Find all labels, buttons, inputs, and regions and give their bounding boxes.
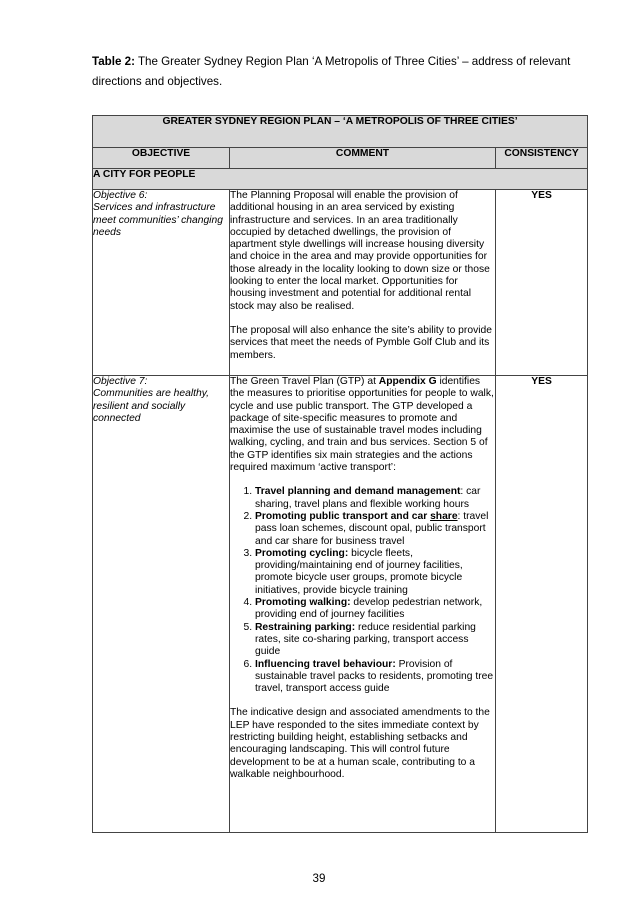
- comment-cell: [230, 190, 496, 376]
- strategy-title: Travel planning and demand management: [255, 486, 461, 498]
- strategy-detail: : car sharing, travel plans and flexible working hours: [255, 486, 481, 510]
- objective-text: Objective 6: Services and infrastructure meet communities’ changing needs: [93, 190, 223, 238]
- caption-label: Table 2:: [92, 55, 135, 68]
- strategy-title: Influencing travel behaviour:: [255, 658, 396, 670]
- objective-text: Objective 7: Communities are healthy, resilient and socially connected: [93, 376, 209, 424]
- list-item: [255, 597, 495, 622]
- table-caption: [92, 52, 592, 92]
- strategy-title: Promoting public transport and car: [255, 510, 431, 522]
- strategy-title: Promoting walking:: [255, 597, 351, 609]
- page-number: 39: [312, 872, 326, 885]
- intro-text: The Green Travel Plan (GTP) at: [230, 376, 379, 387]
- objective-cell: [93, 190, 230, 376]
- header-consistency: CONSISTENCY: [496, 148, 588, 169]
- table-title: GREATER SYDNEY REGION PLAN – ‘A METROPOLIS OF THREE CITIES’: [93, 116, 588, 148]
- region-plan-table: [92, 115, 588, 833]
- strategy-detail: bicycle fleets, providing/maintaining end of journey facilities, promote bicycle user groups, promote bicycle initiatives, provide bicycle training: [255, 547, 463, 596]
- consistency-cell: YES: [496, 190, 588, 376]
- caption-text: The Greater Sydney Region Plan ‘A Metropolis of Three Cities’ – address of relevant directions and objectives.: [92, 55, 571, 88]
- strategy-title: Restraining parking:: [255, 621, 356, 633]
- consistency-cell: YES: [496, 376, 588, 833]
- table-row: [93, 376, 588, 833]
- comment-intro: [230, 376, 495, 474]
- comment-closing: The indicative design and associated amendments to the LEP have responded to the sites immediate context by restricting building height, establishing setbacks and encouraging landscaping. This will control future development to be at a human scale, contributing to a walkable neighbourhood.: [230, 707, 490, 780]
- table-title-row: [93, 116, 588, 148]
- comment-paragraph: The proposal will also enhance the site’s ability to provide services that meet the needs of Pymble Golf Club and its members.: [230, 324, 492, 361]
- header-objective: OBJECTIVE: [93, 148, 230, 169]
- list-item: [255, 511, 495, 548]
- strategy-list: [230, 486, 495, 695]
- section-row: [93, 169, 588, 190]
- strategy-detail: Provision of sustainable travel packs to residents, promoting tree travel, transport access guide: [255, 658, 494, 695]
- comment-cell: [230, 376, 496, 833]
- strategy-detail: reduce residential parking rates, site co-sharing parking, transport access guide: [255, 621, 476, 658]
- appendix-reference: Appendix G: [378, 376, 437, 387]
- table-header-row: [93, 148, 588, 169]
- intro-text: identifies the measures to prioritise opportunities for people to walk, cycle and use public transport. The GTP developed a package of site-specific measures to promote and maximise the use of sustainable travel modes including walking, cycling, and train and bus services. Section 5 of the GTP identifies six main strategies and the actions required maximum ‘active transport’:: [230, 376, 494, 474]
- header-comment: COMMENT: [230, 148, 496, 169]
- list-item: [255, 486, 495, 511]
- list-item: [255, 659, 495, 696]
- list-item: [255, 622, 495, 659]
- strategy-detail: : travel pass loan schemes, discount opal, public transport and car share for business travel: [255, 510, 489, 547]
- strategy-title: Promoting cycling:: [255, 547, 349, 559]
- comment-paragraph: The Planning Proposal will enable the provision of additional housing in an area serviced by existing infrastructure and services. In an area traditionally occupied by detached dwellings, the provision of apartment style dwellings will increase housing diversity and choice in the area and may provide opportunities for those already in the locality looking to down size or those looking to enter the local market. Opportunities for housing investment and potential for additional rental stock may also be realised.: [230, 190, 490, 312]
- strategy-title-underlined: share: [430, 510, 458, 522]
- section-title: A CITY FOR PEOPLE: [93, 169, 588, 190]
- objective-cell: [93, 376, 230, 833]
- table-row: [93, 190, 588, 376]
- strategy-detail: develop pedestrian network, providing end of journey facilities: [255, 597, 483, 621]
- list-item: [255, 548, 495, 597]
